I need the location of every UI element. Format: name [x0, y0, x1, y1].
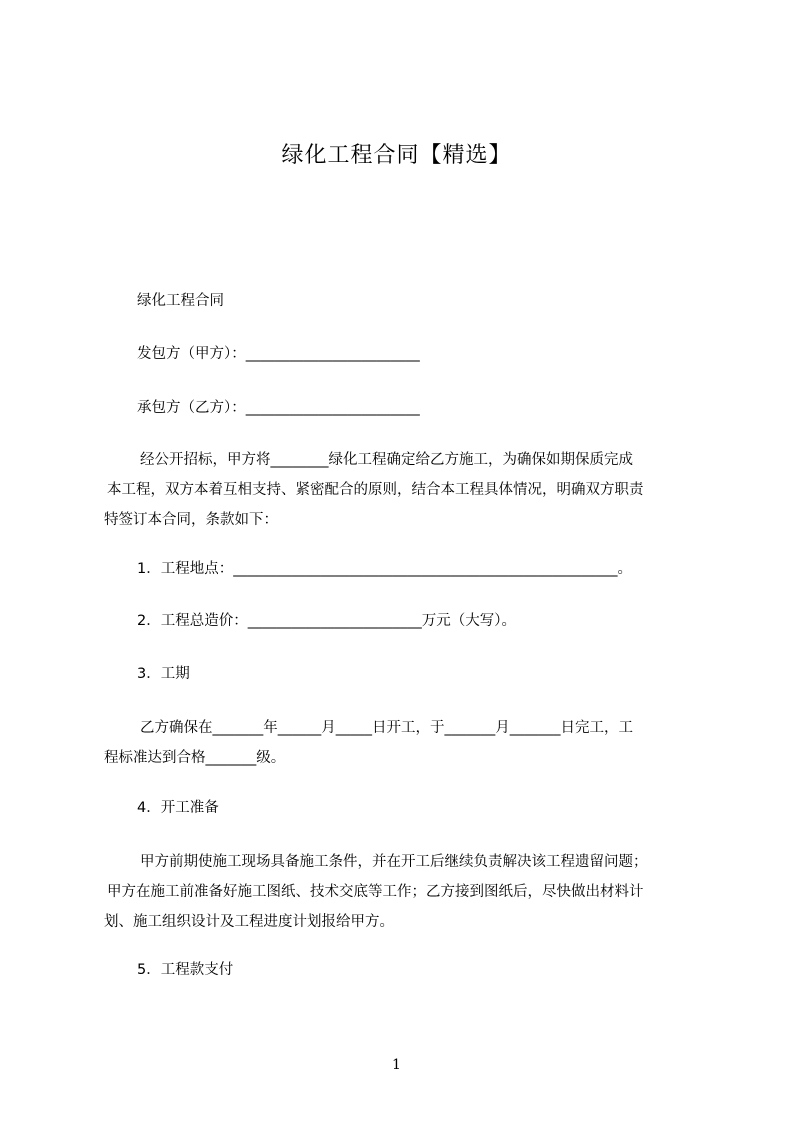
clause-4-line-1: 甲方前期使施工现场具备施工条件，并在开工后继续负责解决该工程遗留问题； [140, 854, 648, 870]
clause-4-line-2: 甲方在施工前准备好施工图纸、技术交底等工作；乙方接到图纸后，尽快做出材料计 [107, 884, 644, 900]
clause-3-body [104, 713, 704, 773]
clause-5-heading: 5．工程款支付 [137, 962, 234, 978]
clause-3-heading: 3．工期 [137, 666, 190, 682]
clause-4-body [104, 847, 704, 937]
clause-3-line-2: 程标准达到合格_______级。 [104, 750, 286, 766]
intro-line-3: 特签订本合同，条款如下： [104, 512, 278, 528]
clause-4-line-3: 划、施工组织设计及工程进度计划报给甲方。 [104, 914, 394, 930]
party-a-line: 发包方（甲方）：________________________ [137, 346, 420, 362]
intro-paragraph [104, 445, 704, 535]
contract-heading: 绿化工程合同 [137, 293, 224, 309]
clause-3-line-1: 乙方确保在_______年______月_____日开工，于_______月_______日完工，工 [140, 720, 633, 736]
clause-2-total-cost: 2．工程总造价：________________________万元（大写）。 [137, 613, 516, 629]
page-number: 1 [392, 1057, 401, 1073]
party-b-line: 承包方（乙方）：________________________ [137, 400, 420, 416]
clause-4-heading: 4．开工准备 [137, 800, 219, 816]
intro-line-1: 经公开招标，甲方将________绿化工程确定给乙方施工，为确保如期保质完成 [140, 452, 633, 468]
intro-line-2: 本工程，双方本着互相支持、紧密配合的原则，结合本工程具体情况，明确双方职责 [107, 482, 644, 498]
clause-1-location: 1．工程地点：_____________________________________________________。 [137, 561, 632, 577]
document-title: 绿化工程合同【精选】 [281, 143, 512, 168]
